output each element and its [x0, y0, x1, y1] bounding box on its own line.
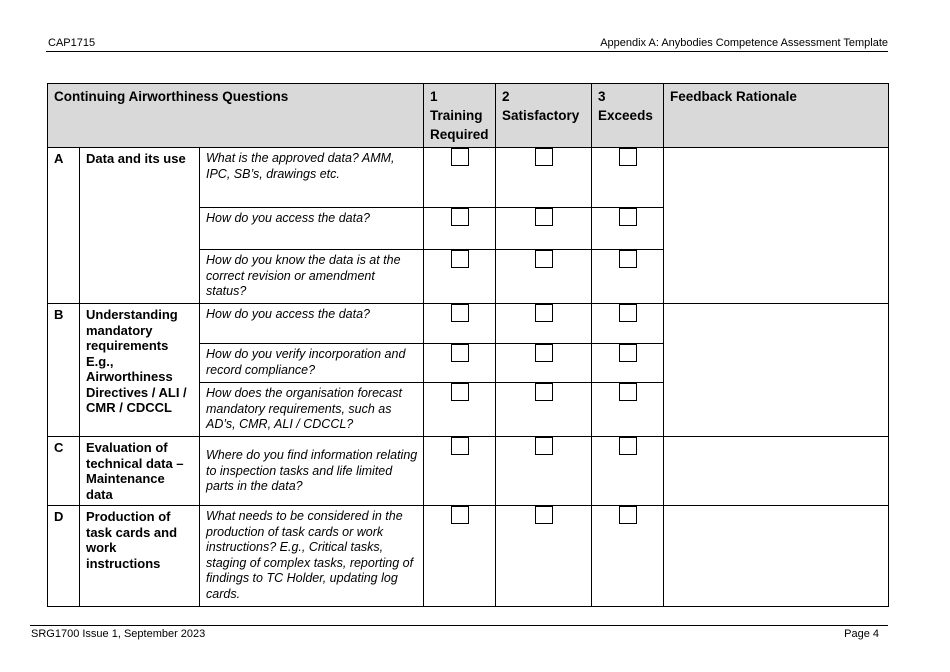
checkbox-training-required[interactable]: [451, 208, 469, 226]
checkbox-satisfactory[interactable]: [535, 148, 553, 166]
checkbox-training-required[interactable]: [451, 344, 469, 362]
question-cell: How do you access the data?: [200, 304, 424, 344]
checkbox-training-required[interactable]: [451, 383, 469, 401]
document-title: Appendix A: Anybodies Competence Assessment Template: [600, 37, 888, 49]
page-number: Page 4: [844, 628, 879, 640]
rating-column-3: 3 Exceeds: [592, 84, 664, 148]
checkbox-training-required[interactable]: [451, 506, 469, 524]
section-title: Evaluation of technical data – Maintenance data: [80, 437, 200, 506]
checkbox-exceeds[interactable]: [619, 250, 637, 268]
rating-column-2: 2 Satisfactory: [496, 84, 592, 148]
checkbox-exceeds[interactable]: [619, 148, 637, 166]
checkbox-satisfactory[interactable]: [535, 304, 553, 322]
section-title: Understanding mandatory requirements E.g., Airworthiness Directives / ALI / CMR / CDCCL: [80, 304, 200, 437]
question-cell: What needs to be considered in the production of task cards or work instructions? E.g., Critical tasks, staging of complex tasks, reporting of findings to TC Holder, updating log cards.: [200, 506, 424, 607]
checkbox-exceeds[interactable]: [619, 383, 637, 401]
section-letter: C: [48, 437, 80, 506]
checkbox-exceeds[interactable]: [619, 208, 637, 226]
section-title: Data and its use: [80, 148, 200, 304]
checkbox-training-required[interactable]: [451, 437, 469, 455]
table-row: [48, 304, 889, 344]
checkbox-training-required[interactable]: [451, 250, 469, 268]
assessment-table: [47, 83, 889, 607]
question-cell: Where do you find information relating to inspection tasks and life limited parts in the data?: [200, 437, 424, 506]
rating-column-1: 1 Training Required: [424, 84, 496, 148]
feedback-cell[interactable]: [664, 304, 889, 437]
footer-rule: [30, 625, 888, 626]
table-row: [48, 148, 889, 208]
table-header-row: [48, 84, 889, 148]
checkbox-exceeds[interactable]: [619, 506, 637, 524]
section-letter: B: [48, 304, 80, 437]
checkbox-satisfactory[interactable]: [535, 506, 553, 524]
checkbox-training-required[interactable]: [451, 148, 469, 166]
document-id: CAP1715: [48, 37, 96, 49]
issue-info: SRG1700 Issue 1, September 2023: [31, 628, 206, 640]
checkbox-exceeds[interactable]: [619, 304, 637, 322]
checkbox-training-required[interactable]: [451, 304, 469, 322]
question-cell: What is the approved data? AMM, IPC, SB’s, drawings etc.: [200, 148, 424, 208]
question-cell: How does the organisation forecast mandatory requirements, such as AD’s, CMR, ALI / CDCCL?: [200, 383, 424, 437]
checkbox-satisfactory[interactable]: [535, 250, 553, 268]
feedback-cell[interactable]: [664, 506, 889, 607]
header-rule: [46, 51, 888, 52]
checkbox-satisfactory[interactable]: [535, 383, 553, 401]
question-cell: How do you access the data?: [200, 208, 424, 250]
checkbox-satisfactory[interactable]: [535, 437, 553, 455]
section-letter: A: [48, 148, 80, 304]
question-cell: How do you know the data is at the correct revision or amendment status?: [200, 250, 424, 304]
checkbox-satisfactory[interactable]: [535, 344, 553, 362]
checkbox-exceeds[interactable]: [619, 344, 637, 362]
table-row: [48, 437, 889, 506]
checkbox-satisfactory[interactable]: [535, 208, 553, 226]
table-row: [48, 506, 889, 607]
section-letter: D: [48, 506, 80, 607]
feedback-cell[interactable]: [664, 437, 889, 506]
feedback-heading: Feedback Rationale: [664, 84, 889, 148]
feedback-cell[interactable]: [664, 148, 889, 304]
question-cell: How do you verify incorporation and record compliance?: [200, 344, 424, 383]
questions-heading: Continuing Airworthiness Questions: [48, 84, 424, 148]
section-title: Production of task cards and work instructions: [80, 506, 200, 607]
checkbox-exceeds[interactable]: [619, 437, 637, 455]
